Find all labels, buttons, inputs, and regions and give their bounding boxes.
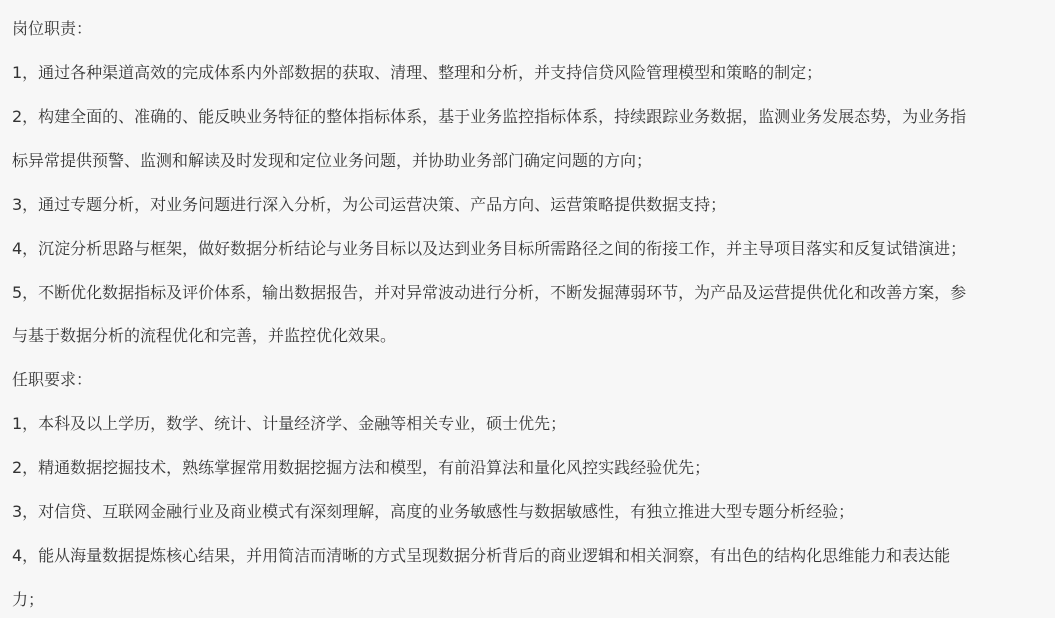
duty-line: 2，构建全面的、准确的、能反映业务特征的整体指标体系，基于业务监控指标体系，持续跟踪业务数据，监测业务发展态势，为业务指 xyxy=(12,107,967,126)
requirement-line: 1，本科及以上学历，数学、统计、计量经济学、金融等相关专业，硕士优先； xyxy=(12,414,567,433)
requirement-line: 4，能从海量数据提炼核心结果，并用简洁而清晰的方式呈现数据分析背后的商业逻辑和相关洞察，有出色的结构化思维能力和表达能 xyxy=(12,546,951,565)
requirement-line: 3，对信贷、互联网金融行业及商业模式有深刻理解，高度的业务敏感性与数据敏感性，有独立推进大型专题分析经验； xyxy=(12,502,855,521)
duty-line: 与基于数据分析的流程优化和完善，并监控优化效果。 xyxy=(12,326,397,345)
duty-line: 标异常提供预警、监测和解读及时发现和定位业务问题，并协助业务部门确定问题的方向； xyxy=(12,151,653,170)
duty-line: 5，不断优化数据指标及评价体系，输出数据报告，并对异常波动进行分析，不断发掘薄弱环节，为产品及运营提供优化和改善方案，参 xyxy=(12,283,967,302)
duty-line: 4，沉淀分析思路与框架，做好数据分析结论与业务目标以及达到业务目标所需路径之间的衔接工作，并主导项目落实和反复试错演进； xyxy=(12,239,967,258)
duty-line: 3，通过专题分析，对业务问题进行深入分析，为公司运营决策、产品方向、运营策略提供数据支持； xyxy=(12,195,727,214)
requirement-line: 力； xyxy=(12,590,45,609)
duty-line: 1，通过各种渠道高效的完成体系内外部数据的获取、清理、整理和分析，并支持信贷风险管理模型和策略的制定； xyxy=(12,63,823,82)
requirement-line: 2，精通数据挖掘技术，熟练掌握常用数据挖掘方法和模型，有前沿算法和量化风控实践经验优先； xyxy=(12,458,711,477)
requirements-heading: 任职要求： xyxy=(12,370,93,389)
duties-heading: 岗位职责： xyxy=(12,19,93,38)
